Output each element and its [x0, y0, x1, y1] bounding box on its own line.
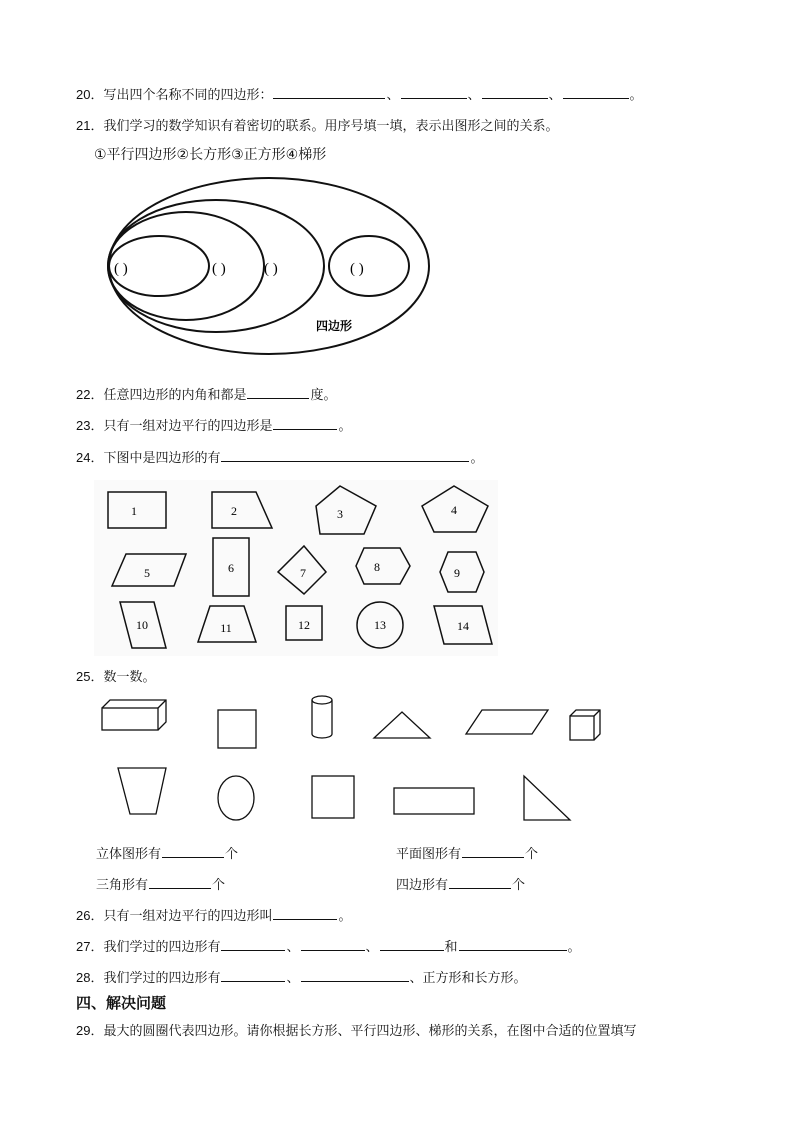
- question-28: [76, 967, 527, 986]
- answer-blank[interactable]: [462, 844, 524, 858]
- answer-blank[interactable]: [273, 416, 337, 430]
- question-text-end: 、正方形和长方形。: [409, 971, 527, 986]
- square-shape-1: [218, 710, 256, 748]
- unit: 个: [212, 878, 226, 893]
- unit: 个: [525, 847, 539, 862]
- shape-label: 12: [298, 618, 310, 632]
- paren-slot-3: ( ): [264, 261, 278, 277]
- triangle-count-row: [96, 874, 225, 893]
- question-number: 27．: [76, 939, 104, 954]
- shape-options: ①平行四边形②长方形③正方形④梯形: [94, 147, 327, 163]
- shape-label: 1: [131, 504, 137, 518]
- separator: 、: [286, 940, 300, 955]
- unit: 个: [512, 878, 526, 893]
- cuboid-shape: [102, 700, 166, 730]
- cube-shape: [570, 710, 600, 740]
- shape-label: 9: [454, 566, 460, 580]
- separator: 、: [467, 88, 481, 103]
- answer-blank[interactable]: [401, 85, 467, 99]
- answer-blank[interactable]: [273, 85, 385, 99]
- separator: 、: [286, 971, 300, 986]
- trapezoid-shape: [118, 768, 166, 814]
- parallelogram-shape: [466, 710, 548, 734]
- question-number: 28．: [76, 970, 104, 985]
- answer-blank[interactable]: [563, 85, 629, 99]
- plane-label: 平面图形有: [396, 847, 462, 862]
- question-29: [76, 1020, 636, 1039]
- conjunction: 和: [444, 940, 458, 955]
- triangle-shape-1: [374, 712, 430, 738]
- answer-blank[interactable]: [380, 937, 444, 951]
- shape-label: 10: [136, 618, 148, 632]
- answer-blank[interactable]: [459, 937, 567, 951]
- answer-blank[interactable]: [301, 937, 365, 951]
- question-27: [76, 936, 581, 955]
- question-25: [76, 666, 155, 685]
- shape-label: 6: [228, 561, 234, 575]
- shape-label: 14: [457, 619, 469, 633]
- square-shape-2: [312, 776, 354, 818]
- answer-blank[interactable]: [449, 875, 511, 889]
- quad-count-row: [396, 874, 525, 893]
- separator: 、: [386, 88, 400, 103]
- answer-blank[interactable]: [162, 844, 224, 858]
- question-text: 我们学过的四边形有: [103, 971, 221, 986]
- shape-label: 11: [220, 621, 232, 635]
- paren-slot-4: ( ): [350, 261, 364, 277]
- question-text-end: 。: [567, 940, 581, 955]
- triangle-shape-2: [524, 776, 570, 820]
- question-text: 下图中是四边形的有: [103, 451, 221, 466]
- oval-shape: [218, 776, 254, 820]
- question-text: 我们学过的四边形有: [103, 940, 221, 955]
- question-20: [76, 84, 643, 103]
- question-number: 23．: [76, 418, 104, 433]
- question-22: [76, 384, 337, 403]
- question-24: [76, 447, 484, 466]
- shape-label: 3: [337, 507, 343, 521]
- cylinder-shape: [312, 696, 332, 738]
- shape-label: 2: [231, 504, 237, 518]
- separator: 、: [548, 88, 562, 103]
- quad-label: 四边形有: [396, 878, 449, 893]
- question-21: [76, 115, 558, 134]
- question-number: 20．: [76, 87, 104, 102]
- venn-diagram: [104, 172, 434, 362]
- paren-slot-2: ( ): [212, 261, 226, 277]
- question-26: [76, 905, 352, 924]
- shapes-figure: [94, 480, 498, 656]
- paren-slot-1: ( ): [114, 261, 128, 277]
- question-text-end: 。: [470, 451, 484, 466]
- rectangle-shape: [394, 788, 474, 814]
- question-text: 只有一组对边平行的四边形叫: [103, 909, 273, 924]
- answer-blank[interactable]: [149, 875, 211, 889]
- question-text: 数一数。: [103, 670, 156, 685]
- question-text: 任意四边形的内角和都是: [103, 388, 247, 403]
- count-shapes-figure: [96, 690, 616, 830]
- question-text-end: 度。: [310, 388, 337, 403]
- answer-blank[interactable]: [247, 385, 309, 399]
- question-number: 21．: [76, 118, 104, 133]
- question-number: 25．: [76, 669, 104, 684]
- question-text: 写出四个名称不同的四边形：: [103, 88, 273, 103]
- trapezoid-ellipse: [329, 236, 409, 296]
- answer-blank[interactable]: [482, 85, 548, 99]
- answer-blank[interactable]: [221, 937, 285, 951]
- question-number: 24．: [76, 450, 104, 465]
- question-number: 29．: [76, 1023, 104, 1038]
- solid-label: 立体图形有: [96, 847, 162, 862]
- question-number: 22．: [76, 387, 104, 402]
- answer-blank[interactable]: [301, 968, 409, 982]
- section-heading: 四、解决问题: [76, 994, 167, 1012]
- answer-blank[interactable]: [221, 448, 469, 462]
- rectangle-ellipse: [108, 212, 264, 320]
- solid-count-row: [96, 843, 238, 862]
- end-mark: 。: [629, 88, 643, 103]
- question-text: 最大的圆圈代表四边形。请你根据长方形、平行四边形、梯形的关系，在图中合适的位置填写: [103, 1024, 637, 1039]
- answer-blank[interactable]: [221, 968, 285, 982]
- question-23: [76, 415, 352, 434]
- question-text: 我们学习的数学知识有着密切的联系。用序号填一填，表示出图形之间的关系。: [103, 119, 559, 134]
- shape-label: 8: [374, 560, 380, 574]
- shape-label: 5: [144, 566, 150, 580]
- question-text: 只有一组对边平行的四边形是: [103, 419, 273, 434]
- shape-label: 4: [451, 503, 457, 517]
- unit: 个: [225, 847, 239, 862]
- question-text-end: 。: [338, 419, 352, 434]
- separator: 、: [365, 940, 379, 955]
- answer-blank[interactable]: [273, 906, 337, 920]
- shape-label: 13: [374, 618, 386, 632]
- shape-label: 7: [300, 566, 306, 580]
- question-text-end: 。: [338, 909, 352, 924]
- question-number: 26．: [76, 908, 104, 923]
- diagram-label: 四边形: [316, 319, 353, 333]
- plane-count-row: [396, 843, 538, 862]
- triangle-label: 三角形有: [96, 878, 149, 893]
